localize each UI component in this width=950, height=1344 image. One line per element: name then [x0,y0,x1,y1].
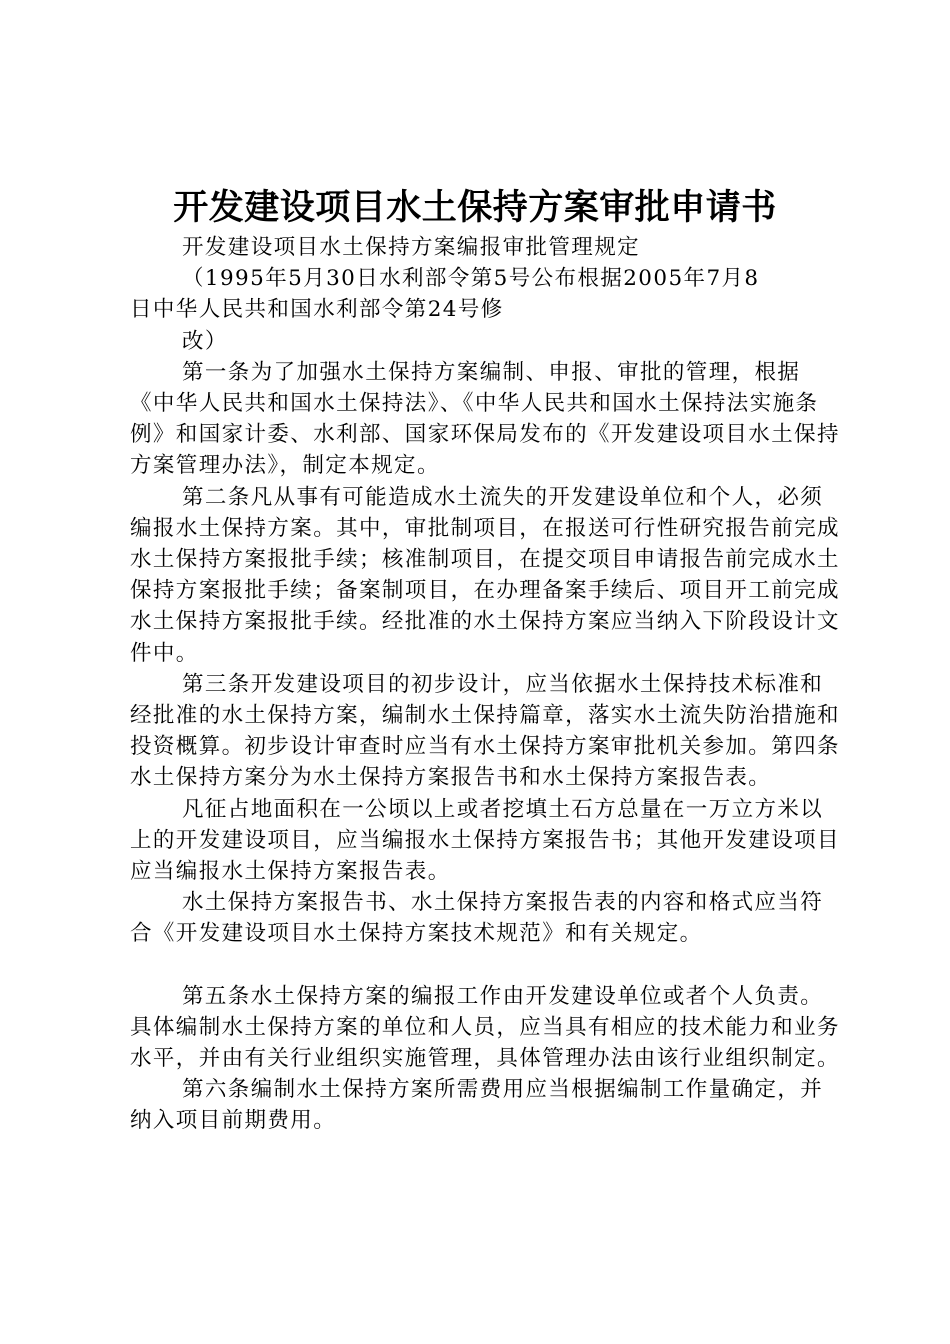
article-3-4-paragraph: 第三条开发建设项目的初步设计，应当依据水土保持技术标准和经批准的水土保持方案，编制水土保持篇章，落实水土流失防治措施和投资概算。初步设计审查时应当有水土保持方案审批机关参加。第四条水土保持方案分为水土保持方案报告书和水土保持方案报告表。 [130,671,840,791]
source-note-line-2: 日中华人民共和国水利部令第24号修 [130,297,504,323]
document-title: 开发建设项目水土保持方案审批申请书 [173,188,777,228]
source-note [130,263,842,357]
paragraph-spacer [130,950,842,981]
source-note-line-3: 改） [182,328,228,354]
document-body [130,232,842,1137]
article-6-paragraph: 第六条编制水土保持方案所需费用应当根据编制工作量确定，并纳入项目前期费用。 [130,1077,824,1134]
article-2-paragraph: 第二条凡从事有可能造成水土流失的开发建设单位和个人，必须编报水土保持方案。其中，审批制项目，在报送可行性研究报告前完成水土保持方案报批手续；核准制项目，在提交项目申请报告前完成水土保持方案报批手续；备案制项目，在办理备案手续后、项目开工前完成水土保持方案报批手续。经批准的水土保持方案应当纳入下阶段设计文件中。 [130,484,840,666]
article-5-paragraph: 第五条水土保持方案的编报工作由开发建设单位或者个人负责。具体编制水土保持方案的单位和人员，应当具有相应的技术能力和业务水平，并由有关行业组织实施管理，具体管理办法由该行业组织制定。 [130,983,840,1072]
report-scope-paragraph: 凡征占地面积在一公顷以上或者挖填土石方总量在一万立方米以上的开发建设项目，应当编报水土保持方案报告书；其他开发建设项目应当编报水土保持方案报告表。 [130,796,840,885]
report-format-paragraph: 水土保持方案报告书、水土保持方案报告表的内容和格式应当符合《开发建设项目水土保持方案技术规范》和有关规定。 [130,890,824,947]
source-note-line-1: （1995年5月30日水利部令第5号公布根据2005年7月8 [182,266,760,292]
document-subtitle: 开发建设项目水土保持方案编报审批管理规定 [182,235,641,260]
article-1-paragraph: 第一条为了加强水土保持方案编制、申报、审批的管理，根据《中华人民共和国水土保持法》、《中华人民共和国水土保持法实施条例》和国家计委、水利部、国家环保局发布的《开发建设项目水土保持方案管理办法》，制定本规定。 [130,359,840,479]
